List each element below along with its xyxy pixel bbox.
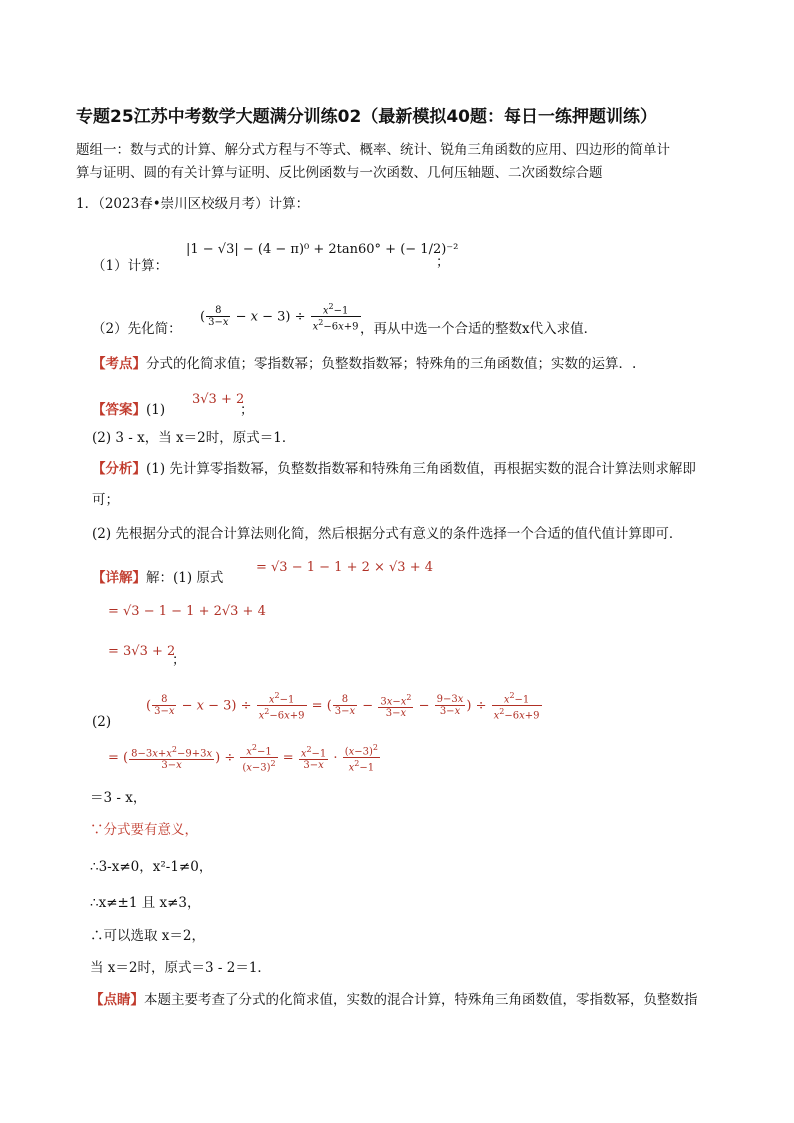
therefore-line-2: ∴x≠±1 且 x≠3， [90,895,201,911]
part2-label: （2）先化简： [92,321,182,337]
group-line-2: 算与证明、圆的有关计算与证明、反比例函数与一次函数、几何压轴题、二次函数综合题 [76,165,603,181]
when-line: 当 x＝2时，原式＝3 - 2＝1． [90,960,271,976]
dianjing-tag: 【点睛】 [90,992,144,1008]
detail-tag: 【详解】 [92,570,146,586]
part2-expression: ( $\frac{8}{3-x}$ − x − 3) ÷ $\frac{x^2-1}{x^2-6x+9}$ [200,302,359,333]
detail-3-expression: = 3√3 + 2 [108,644,176,659]
analysis-line-1b: 可； [92,492,119,508]
therefore-line-3: ∴可以选取 x＝2， [90,928,205,944]
analysis-text-1: (1) 先计算零指数幂，负整数指数幂和特殊角三角函数值，再根据实数的混合计算法则求解即 [146,461,696,477]
part1-expression: |1 − √3| − (4 − π)⁰ + 2tan60° + (− 1/2)⁻² [186,242,459,257]
question-header: 1．（2023春•崇川区校级月考）计算： [76,196,310,212]
kaodian-text: 分式的化简求值；零指数幂；负整数指数幂；特殊角的三角函数值；实数的运算．. [146,356,637,372]
detail-2-expression: = √3 − 1 − 1 + 2√3 + 4 [108,604,266,619]
detail-p2-step1: ( $\frac{8}{3-x}$ − x − 3) ÷ $\frac{x^2-1}{x^2-6x+9}$ = ( $\frac{8}{3-x}$ − $\frac{3x-x^2}{3-x}$ − $\frac{9-3x}{3-x}$ ) ÷ $\frac{x^2-1}{x^2-6x+9}$ [146,691,540,722]
because-line: ∵分式要有意义， [90,822,198,838]
part2-tail: ，再从中选一个合适的整数x代入求值． [360,321,598,337]
detail-p2-label: (2) [92,714,112,730]
kaodian-line [92,354,636,374]
answer-1-label: (1) [146,402,166,418]
answer-1-expression: 3√3 + 2 [192,392,245,407]
part1-end: ； [436,254,450,270]
kaodian-tag: 【考点】 [92,356,146,372]
part1-label: （1）计算： [92,258,169,274]
answer-line-2: (2) 3 - x，当 x＝2时，原式＝1． [92,430,296,446]
detail-3-end: ； [172,652,186,668]
answer-1-end: ； [240,402,254,418]
therefore-line-1: ∴3-x≠0，x²-1≠0， [90,859,213,875]
group-line-1: 题组一：数与式的计算、解分式方程与不等式、概率、统计、锐角三角函数的应用、四边形的简单计 [76,142,670,158]
page-title: 专题25江苏中考数学大题满分训练02（最新模拟40题：每日一练押题训练） [76,107,657,127]
detail-1-label: 解：(1) 原式 [146,570,224,586]
detail-p2-step2: = ( $\frac{8-3x+x^2-9+3x}{3-x}$ ) ÷ $\frac{x^2-1}{(x-3)^2}$ = $\frac{x^2-1}{3-x}$ · $\frac{(x-3)^2}{x^2-1}$ [108,743,378,774]
detail-1-expression: = √3 − 1 − 1 + 2 × √3 + 4 [256,560,434,575]
answer-tag: 【答案】 [92,402,146,418]
dianjing-text: 本题主要考查了分式的化简求值，实数的混合计算，特殊角三角函数值，零指数幂，负整数指 [144,992,698,1008]
answer-line-1 [92,400,165,420]
analysis-line-2: (2) 先根据分式的混合计算法则化简，然后根据分式有意义的条件选择一个合适的值代值计算即可． [92,526,683,542]
analysis-tag: 【分析】 [92,461,146,477]
result-line: ＝3 - x， [90,790,147,806]
detail-line-1 [92,568,223,588]
dianjing-line [90,990,698,1010]
analysis-line-1 [92,459,696,479]
